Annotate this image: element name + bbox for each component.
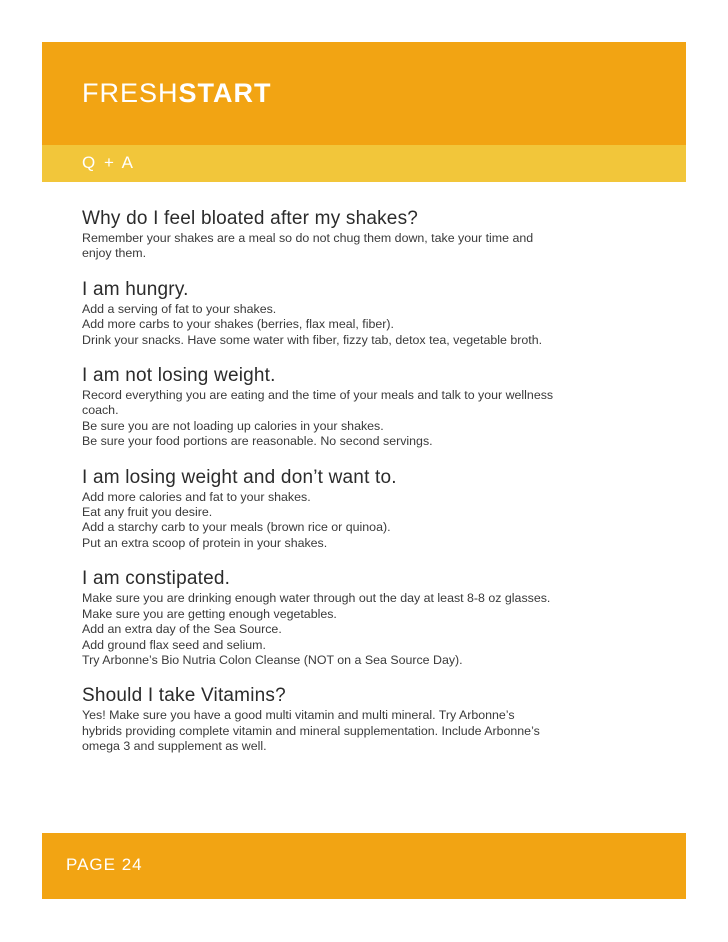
answer-line: enjoy them.	[82, 246, 147, 261]
answer-line: Add a starchy carb to your meals (brown rice or quinoa).	[82, 520, 391, 535]
question-heading: I am losing weight and don’t want to.	[82, 466, 397, 488]
answer-text	[82, 490, 662, 552]
qa-block	[82, 568, 662, 668]
answer-line: Add more calories and fat to your shakes.	[82, 489, 311, 504]
question-heading: Should I take Vitamins?	[82, 685, 286, 707]
answer-line: Be sure your food portions are reasonable. No second servings.	[82, 434, 433, 449]
answer-line: Add an extra day of the Sea Source.	[82, 622, 282, 637]
answer-line: Yes! Make sure you have a good multi vitamin and multi mineral. Try Arbonne’s	[82, 708, 515, 723]
answer-line: Make sure you are drinking enough water through out the day at least 8-8 oz glasses.	[82, 591, 551, 606]
section-title: Q + A	[82, 153, 135, 172]
answer-line: Record everything you are eating and the time of your meals and talk to your wellness	[82, 388, 554, 403]
qa-block	[82, 467, 662, 552]
answer-line: Remember your shakes are a meal so do not chug them down, take your time and	[82, 231, 534, 245]
question-heading: I am constipated.	[82, 568, 231, 590]
answer-line: Put an extra scoop of protein in your shakes.	[82, 535, 328, 550]
page-number: PAGE 24	[66, 855, 143, 874]
answer-text	[82, 388, 662, 450]
answer-line: coach.	[82, 403, 119, 418]
answer-line: Eat any fruit you desire.	[82, 505, 213, 520]
answer-text	[82, 302, 662, 348]
answer-line: Add more carbs to your shakes (berries, flax meal, fiber).	[82, 317, 394, 332]
answer-line: omega 3 and supplement as well.	[82, 739, 267, 754]
brand-bold: START	[178, 78, 272, 108]
brand-light: FRESH	[82, 78, 179, 108]
subtitle-band	[42, 145, 686, 182]
answer-line: Add ground flax seed and selium.	[82, 637, 266, 652]
header-band	[42, 42, 686, 145]
answer-text	[82, 708, 662, 754]
footer-band	[42, 833, 686, 899]
qa-block	[82, 365, 662, 450]
answer-line: Add a serving of fat to your shakes.	[82, 301, 277, 316]
brand-logo-text	[82, 80, 272, 107]
qa-content	[82, 208, 662, 772]
answer-line: Make sure you are getting enough vegetables.	[82, 606, 337, 621]
question-heading: I am not losing weight.	[82, 365, 276, 387]
qa-block	[82, 685, 662, 754]
answer-text	[82, 591, 662, 668]
question-heading: Why do I feel bloated after my shakes?	[82, 208, 419, 229]
answer-text	[82, 231, 662, 262]
qa-block	[82, 279, 662, 348]
answer-line: Try Arbonne’s Bio Nutria Colon Cleanse (NOT on a Sea Source Day).	[82, 652, 463, 667]
answer-line: Be sure you are not loading up calories in your shakes.	[82, 418, 384, 433]
qa-block	[82, 208, 662, 262]
question-heading: I am hungry.	[82, 278, 189, 300]
answer-line: hybrids providing complete vitamin and mineral supplementation. Include Arbonne’s	[82, 723, 540, 738]
answer-line: Drink your snacks. Have some water with fiber, fizzy tab, detox tea, vegetable broth.	[82, 332, 543, 347]
